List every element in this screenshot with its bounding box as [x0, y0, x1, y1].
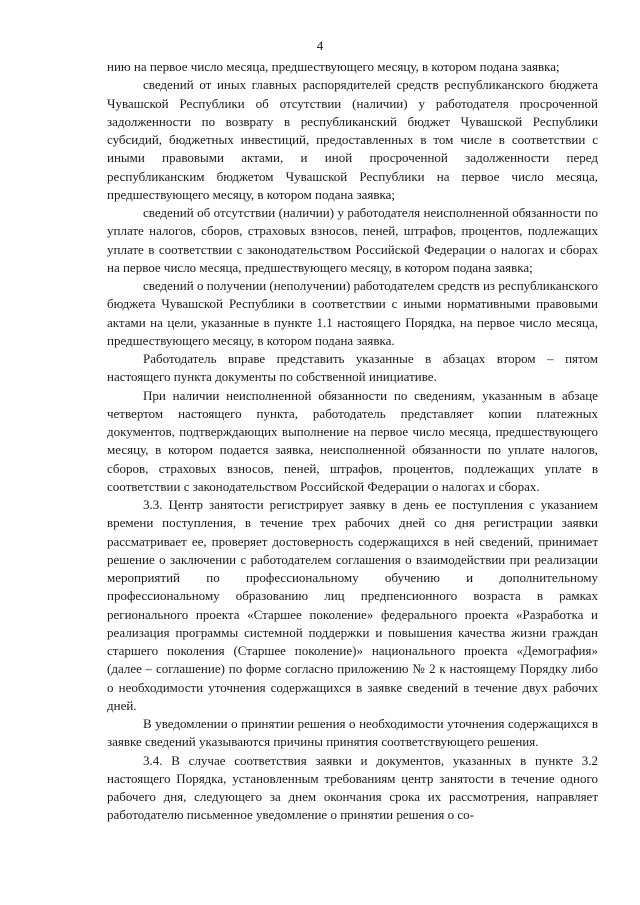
document-body: [107, 58, 598, 825]
paragraph-clarification-notice: В уведомлении о принятии решения о необходимости уточнения содержащихся в заявке сведений указываются причины принятия соответствующего решения.: [107, 716, 598, 750]
paragraph-continuation: нию на первое число месяца, предшествующего месяцу, в котором подана заявка;: [107, 59, 560, 74]
paragraph-budget-debt-info: сведений от иных главных распорядителей средств республиканского бюджета Чувашской Республики об отсутствии (наличии) у работодателя просроченной задолженности по возврату в республиканский бюджет Чувашской Республики субсидий, бюджетных инвестиций, предоставленных в том числе в соответствии с иными правовыми актами, и иной просроченной задолженности перед республиканским бюджетом Чувашской Республики на первое число месяца, предшествующего месяцу, в котором подана заявка;: [107, 77, 598, 202]
paragraph-payment-documents: При наличии неисполненной обязанности по сведениям, указанным в абзаце четвертом настоящего пункта, работодатель представляет копии платежных документов, подтверждающих выполнение на первое число месяца, предшествующего месяцу, в котором подается заявка, неисполненной обязанности по уплате налогов, сборов, страховых взносов, пеней, штрафов, процентов, подлежащих уплате в соответствии с законодательством Российской Федерации о налогах и сборах.: [107, 387, 598, 494]
paragraph-3-4: 3.4. В случае соответствия заявки и документов, указанных в пункте 3.2 настоящего Порядка, установленным требованиям центр занятости в течение одного рабочего дня, следующего за днем окончания срока их рассмотрения, направляет работодателю письменное уведомление о принятии решения о со-: [107, 752, 598, 823]
paragraph-3-3: 3.3. Центр занятости регистрирует заявку в день ее поступления с указанием времени поступления, в течение трех рабочих дней со дня регистрации заявки рассматривает ее, проверяет достоверность содержащихся в ней сведений, принимает решение о заключении с работодателем соглашения о взаимодействии при реализации мероприятий по профессиональному обучению и дополнительному профессиональному образованию лиц предпенсионного возраста в рамках регионального проекта «Старшее поколение» федерального проекта «Разработка и реализация программы системной поддержки и повышения качества жизни граждан старшего поколения (Старшее поколение)» национального проекта «Демография» (далее – соглашение) по форме согласно приложению № 2 к настоящему Порядку либо о необходимости уточнения содержащихся в заявке сведений в течение двух рабочих дней.: [107, 497, 598, 713]
paragraph-funds-received-info: сведений о получении (неполучении) работодателем средств из республиканского бюджета Чувашской Республики в соответствии с иными нормативными правовыми актами на цели, указанные в пункте 1.1 настоящего Порядка, на первое число месяца, предшествующего месяцу, в котором подана заявка.: [107, 278, 598, 348]
paragraph-employer-right: Работодатель вправе представить указанные в абзацах втором – пятом настоящего пункта документы по собственной инициативе.: [107, 351, 598, 385]
paragraph-tax-obligations-info: сведений об отсутствии (наличии) у работодателя неисполненной обязанности по уплате налогов, сборов, страховых взносов, пеней, штрафов, процентов, подлежащих уплате в соответствии с законодательством Российской Федерации о налогах и сборах на первое число месяца, предшествующего месяцу, в котором подана заявка;: [107, 205, 598, 275]
page-number: 4: [316, 38, 324, 53]
